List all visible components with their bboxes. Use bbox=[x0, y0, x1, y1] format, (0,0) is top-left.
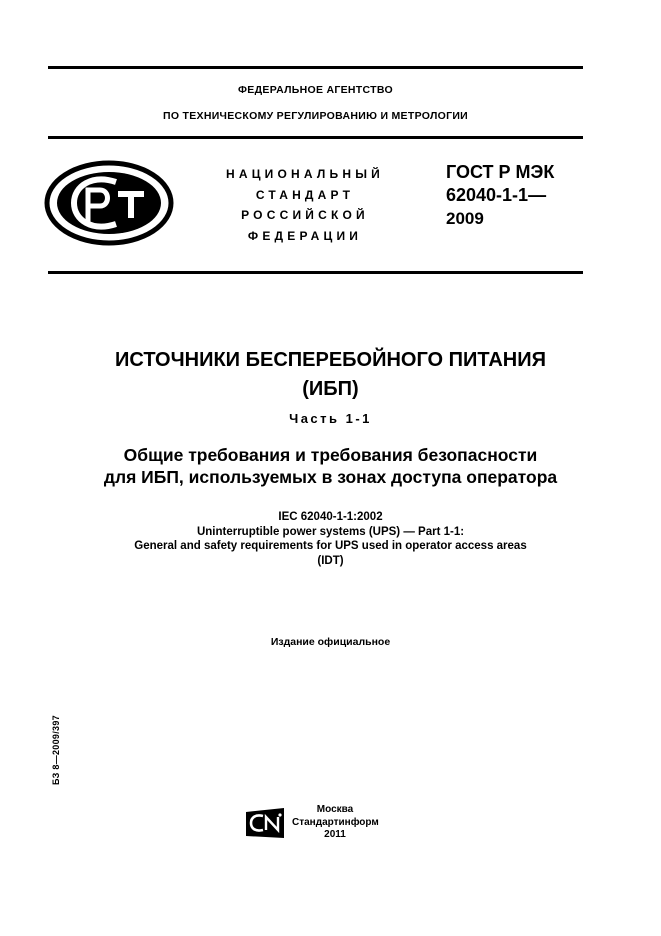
agency-line-1: ФЕДЕРАЛЬНОЕ АГЕНТСТВО bbox=[238, 84, 393, 96]
publisher-city: Москва bbox=[316, 804, 354, 815]
part-number: Часть 1-1 bbox=[289, 411, 372, 426]
iec-reference bbox=[20, 510, 641, 568]
gost-designation-line-2: 62040-1-1— bbox=[446, 185, 547, 205]
header-rule bbox=[48, 136, 583, 139]
standartinform-logo-icon bbox=[244, 806, 288, 840]
top-rule bbox=[48, 66, 583, 69]
subtitle-line-1: Общие требования и требования безопасности bbox=[123, 445, 538, 465]
logo-block-rule bbox=[48, 271, 583, 274]
iec-line-3: General and safety requirements for UPS used in operator access areas bbox=[134, 540, 527, 552]
publisher-year: 2011 bbox=[324, 829, 346, 840]
iec-line-4: (IDT) bbox=[317, 554, 344, 567]
gost-designation bbox=[446, 161, 554, 230]
gost-designation-year: 2009 bbox=[446, 209, 484, 228]
gost-designation-line-1: ГОСТ Р МЭК bbox=[446, 162, 555, 182]
rst-logo-icon bbox=[44, 160, 174, 246]
iec-line-1: IEC 62040-1-1:2002 bbox=[278, 511, 383, 523]
national-standard-line-4: ФЕДЕРАЦИИ bbox=[247, 228, 363, 243]
agency-line-2: ПО ТЕХНИЧЕСКОМУ РЕГУЛИРОВАНИЮ И МЕТРОЛОГИИ bbox=[162, 110, 469, 122]
main-title-line-1: ИСТОЧНИКИ БЕСПЕРЕБОЙНОГО ПИТАНИЯ bbox=[115, 349, 546, 371]
subtitle bbox=[20, 444, 641, 488]
national-standard-block bbox=[200, 164, 410, 246]
national-standard-line-2: СТАНДАРТ bbox=[255, 187, 355, 202]
main-title-line-2: (ИБП) bbox=[302, 378, 359, 400]
iec-line-2: Uninterruptible power systems (UPS) — Part 1-1: bbox=[196, 525, 465, 538]
national-standard-line-1: НАЦИОНАЛЬНЫЙ bbox=[225, 167, 385, 181]
publisher-block bbox=[292, 804, 378, 842]
national-standard-line-3: РОССИЙСКОЙ bbox=[241, 208, 369, 222]
publisher-name: Стандартинформ bbox=[292, 816, 379, 828]
side-code: БЗ 8—2009/397 bbox=[51, 715, 61, 785]
edition-label: Издание официальное bbox=[270, 636, 391, 648]
subtitle-line-2: для ИБП, используемых в зонах доступа оператора bbox=[103, 467, 558, 487]
